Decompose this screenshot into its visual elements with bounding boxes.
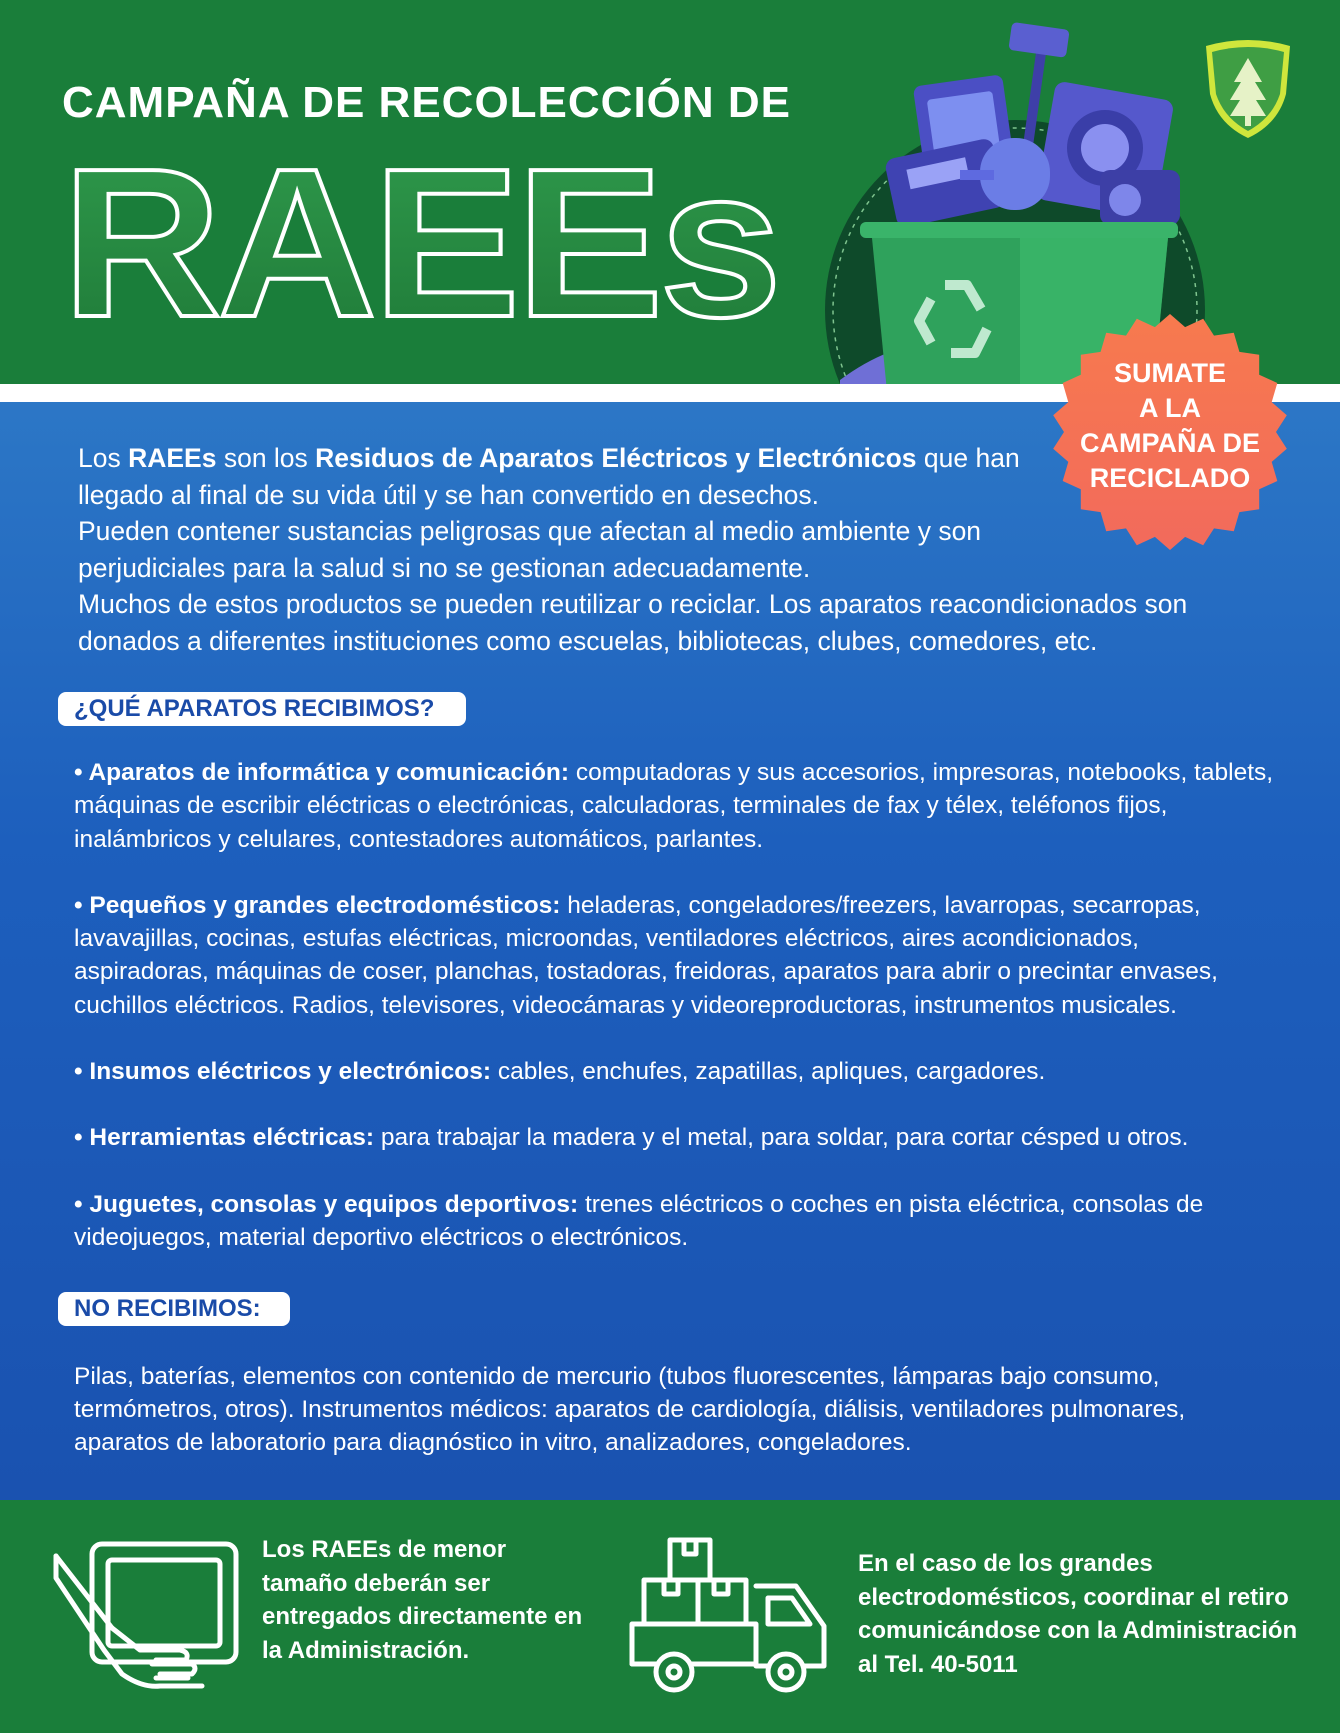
list-item-text: cables, enchufes, zapatillas, apliques, cargadores. <box>491 1058 1046 1086</box>
intro-p1-bold-definition: Residuos de Aparatos Eléctricos y Electrónicos <box>315 443 917 473</box>
list-item-label: • Insumos eléctricos y electrónicos: <box>74 1058 492 1086</box>
list-item <box>74 1121 1274 1154</box>
list-item <box>74 1188 1274 1255</box>
campaign-line: CAMPAÑA DE RECOLECCIÓN DE <box>62 78 792 127</box>
intro-text <box>78 440 1258 660</box>
badge-line-1: SUMATE <box>1114 358 1226 388</box>
hand-monitor-icon <box>52 1538 242 1694</box>
raees-title-text: RAEEs <box>62 140 779 340</box>
large-appliances-note: En el caso de los grandes electrodomésticos, coordinar el retiro comunicándose con la Administración al Tel. 40-5011 <box>858 1550 1298 1678</box>
badge-line-4: RECICLADO <box>1089 463 1251 493</box>
pine-tree-shield-icon <box>1200 36 1296 142</box>
list-item-text: para trabajar la madera y el metal, para soldar, para cortar césped u otros. <box>374 1124 1189 1152</box>
no-receive-text: Pilas, baterías, elementos con contenido de mercurio (tubos fluorescentes, lámparas bajo consumo, termómetros, otros). Instrumentos médicos: aparatos de cardiología, diálisis, ventiladores pulmonares, aparatos de laboratorio para diagnóstico in vitro, analizadores, congeladores. <box>74 1363 1186 1456</box>
list-item-text: heladeras, congeladores/freezers, lavarropas, secarropas, lavavajillas, cocinas, estufas eléctricas, microondas, ventiladores eléctricos, aires acondicionados, aspiradoras, máquinas de coser, planchas, tostadoras, freidoras, aparatos para abrir o precintar envases, cuchillos eléctricos. Radios, televisores, videocámaras y videoreproductoras, instrumentos musicales. <box>74 891 1218 1019</box>
list-item <box>74 889 1274 1022</box>
badge-line-2: A LA <box>1139 393 1201 423</box>
intro-paragraph-2: Pueden contener sustancias peligrosas que afectan al medio ambiente y son perjudiciales para la salud si no se gestionan adecuadamente. <box>78 516 982 583</box>
list-item <box>74 756 1274 856</box>
list-item-label: • Aparatos de informática y comunicación: <box>74 759 570 786</box>
intro-paragraph-1 <box>78 440 1038 513</box>
badge-line-3: CAMPAÑA DE <box>1080 428 1260 458</box>
list-item-label: • Herramientas eléctricas: <box>74 1124 375 1152</box>
no-receive-heading: NO RECIBIMOS: <box>58 1292 290 1326</box>
list-item-label: • Juguetes, consolas y equipos deportivos: <box>74 1190 579 1218</box>
intro-paragraph-3: Muchos de estos productos se pueden reutilizar o reciclar. Los aparatos reacondicionados son donados a diferentes instituciones como escuelas, bibliotecas, clubes, comedores, etc. <box>78 589 1188 656</box>
receive-list <box>74 756 1274 1287</box>
intro-p1-bold-raees: RAEEs <box>128 443 217 473</box>
list-item-text: trenes eléctricos o coches en pista eléctrica, consolas de videojuegos, material deportivo eléctricos o electrónicos. <box>74 1190 1204 1251</box>
raees-title <box>58 140 798 340</box>
intro-p1-pre: Los <box>78 443 129 473</box>
receive-heading: ¿QUÉ APARATOS RECIBIMOS? <box>58 692 466 726</box>
intro-p1-mid: son los <box>216 443 316 473</box>
intro-p1-post: que han llegado al final de su vida útil y se han convertido en desechos. <box>78 443 1020 510</box>
delivery-truck-icon <box>628 1534 828 1698</box>
list-item <box>74 1055 1274 1088</box>
list-item-label: • Pequeños y grandes electrodomésticos: <box>74 891 561 919</box>
list-item-text: computadoras y sus accesorios, impresoras, notebooks, tablets, máquinas de escribir eléctricas o electrónicas, calculadoras, terminales de fax y télex, teléfonos fijos, inalámbricos y celulares, contestadores automáticos, parlantes. <box>74 759 1274 853</box>
small-raees-note: Los RAEEs de menor tamaño deberán ser entregados directamente en la Administración. <box>262 1536 583 1664</box>
